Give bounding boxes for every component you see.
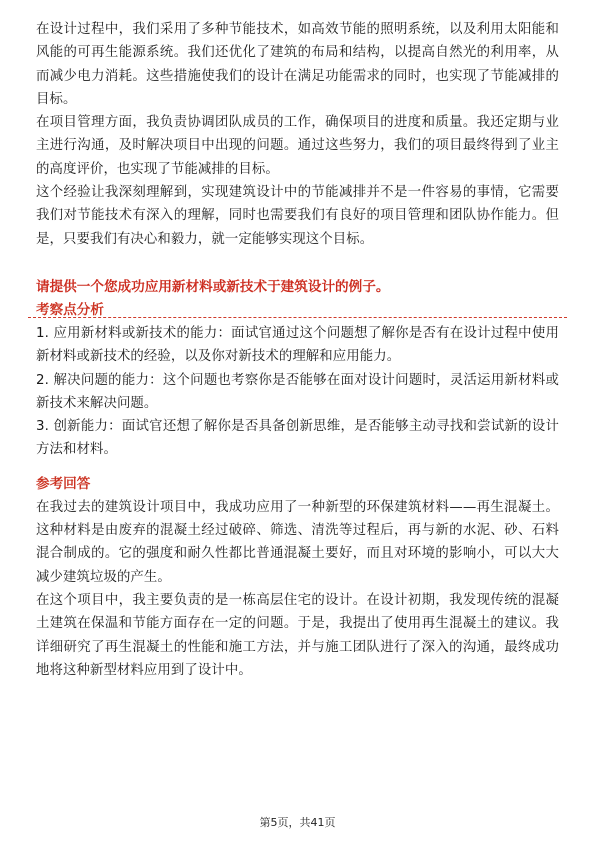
question-heading: 请提供一个您成功应用新材料或新技术于建筑设计的例子。 bbox=[36, 278, 390, 295]
section-divider bbox=[28, 317, 567, 318]
intro-paragraph: 在设计过程中，我们采用了多种节能技术，如高效节能的照明系统，以及利用太阳能和风能的可再生能源系统。我们还优化了建筑的布局和结构，以提高自然光的利用率，从而减少电力消耗。这些措施使我们的设计在满足功能需求的同时，也实现了节能减排的目标。 bbox=[36, 22, 559, 107]
answer-paragraph: 在我过去的建筑设计项目中，我成功应用了一种新型的环保建筑材料——再生混凝土。这种材料是由废弃的混凝土经过破碎、筛选、清洗等过程后，再与新的水泥、砂、石料混合制成的。它的强度和耐久性都比普通混凝土要好，而且对环境的影响小，可以大大减少建筑垃圾的产生。 bbox=[36, 499, 559, 585]
analysis-item: 3. 创新能力：面试官还想了解你是否具备创新思维，是否能够主动寻找和尝试新的设计方法和材料。 bbox=[36, 419, 559, 458]
page-content bbox=[36, 18, 559, 682]
intro-paragraph: 这个经验让我深刻理解到，实现建筑设计中的节能减排并不是一件容易的事情，它需要我们对节能技术有深入的理解，同时也需要我们有良好的项目管理和团队协作能力。但是，只要我们有决心和毅力，就一定能够实现这个目标。 bbox=[36, 185, 559, 247]
page-footer: 第5页，共41页 bbox=[259, 816, 336, 829]
analysis-item: 1. 应用新材料或新技术的能力：面试官通过这个问题想了解你是否有在设计过程中使用新材料或新技术的经验，以及你对新技术的理解和应用能力。 bbox=[36, 325, 559, 365]
analysis-heading: 考察点分析 bbox=[36, 301, 104, 318]
answer-heading: 参考回答 bbox=[36, 475, 91, 492]
intro-paragraph: 在项目管理方面，我负责协调团队成员的工作，确保项目的进度和质量。我还定期与业主进行沟通，及时解决项目中出现的问题。通过这些努力，我们的项目最终得到了业主的高度评价，也实现了节能减排的目标。 bbox=[36, 115, 559, 177]
analysis-item: 2. 解决问题的能力：这个问题也考察你是否能够在面对设计问题时，灵活运用新材料或新技术来解决问题。 bbox=[36, 372, 559, 411]
answer-paragraph: 在这个项目中，我主要负责的是一栋高层住宅的设计。在设计初期，我发现传统的混凝土建筑在保温和节能方面存在一定的问题。于是，我提出了使用再生混凝土的建议。我详细研究了再生混凝土的性能和施工方法，并与施工团队进行了深入的沟通，最终成功地将这种新型材料应用到了设计中。 bbox=[36, 592, 559, 678]
